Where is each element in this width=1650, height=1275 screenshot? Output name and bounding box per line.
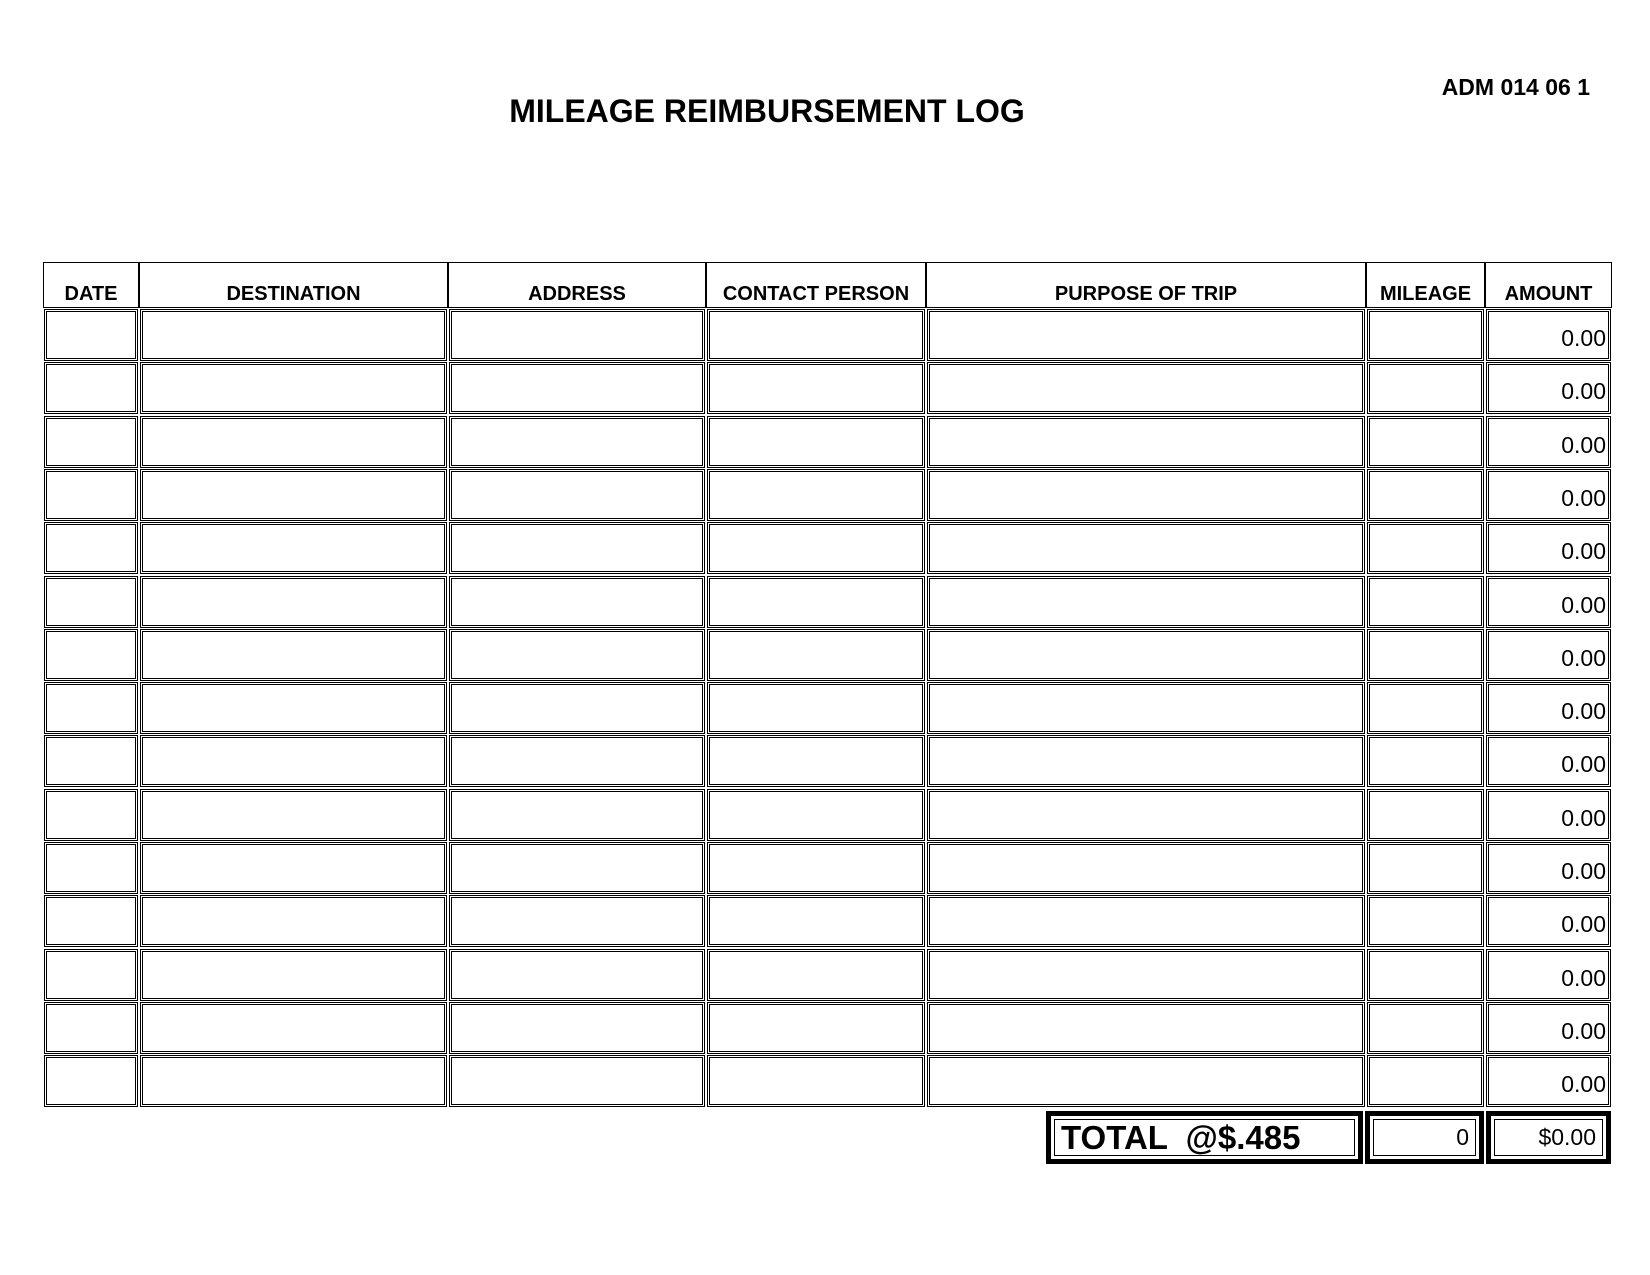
mileage-field[interactable]	[1367, 362, 1484, 414]
mileage-field[interactable]	[1367, 629, 1484, 681]
address-field[interactable]	[449, 629, 705, 681]
column-header-contact-person: CONTACT PERSON	[706, 262, 926, 308]
contact-person-field[interactable]	[707, 416, 925, 468]
contact-person-field[interactable]	[707, 895, 925, 947]
address-field[interactable]	[449, 735, 705, 787]
mileage-field[interactable]	[1367, 949, 1484, 1001]
contact-person-field[interactable]	[707, 362, 925, 414]
column-header-address: ADDRESS	[448, 262, 706, 308]
mileage-field[interactable]	[1367, 842, 1484, 894]
destination-field[interactable]	[140, 789, 447, 841]
address-field[interactable]	[449, 949, 705, 1001]
destination-field[interactable]	[140, 469, 447, 521]
destination-field[interactable]	[140, 309, 447, 361]
purpose-of-trip-field[interactable]	[927, 522, 1365, 574]
purpose-of-trip-field[interactable]	[927, 309, 1365, 361]
destination-field[interactable]	[140, 522, 447, 574]
amount-cell: 0.00	[1486, 416, 1611, 468]
amount-cell: 0.00	[1486, 682, 1611, 734]
amount-cell: 0.00	[1486, 1055, 1611, 1107]
amount-cell: 0.00	[1486, 842, 1611, 894]
mileage-field[interactable]	[1367, 576, 1484, 628]
mileage-field[interactable]	[1367, 522, 1484, 574]
amount-cell: 0.00	[1486, 789, 1611, 841]
destination-field[interactable]	[140, 1055, 447, 1107]
address-field[interactable]	[449, 576, 705, 628]
contact-person-field[interactable]	[707, 949, 925, 1001]
mileage-field[interactable]	[1367, 1002, 1484, 1054]
purpose-of-trip-field[interactable]	[927, 682, 1365, 734]
amount-cell: 0.00	[1486, 949, 1611, 1001]
date-field[interactable]	[44, 895, 138, 947]
purpose-of-trip-field[interactable]	[927, 416, 1365, 468]
purpose-of-trip-field[interactable]	[927, 842, 1365, 894]
address-field[interactable]	[449, 309, 705, 361]
purpose-of-trip-field[interactable]	[927, 895, 1365, 947]
address-field[interactable]	[449, 895, 705, 947]
mileage-field[interactable]	[1367, 789, 1484, 841]
address-field[interactable]	[449, 1055, 705, 1107]
amount-cell: 0.00	[1486, 576, 1611, 628]
date-field[interactable]	[44, 1002, 138, 1054]
date-field[interactable]	[44, 362, 138, 414]
column-header-mileage: MILEAGE	[1366, 262, 1485, 308]
amount-cell: 0.00	[1486, 469, 1611, 521]
mileage-field[interactable]	[1367, 895, 1484, 947]
contact-person-field[interactable]	[707, 1055, 925, 1107]
amount-cell: 0.00	[1486, 735, 1611, 787]
date-field[interactable]	[44, 682, 138, 734]
date-field[interactable]	[44, 309, 138, 361]
date-field[interactable]	[44, 416, 138, 468]
purpose-of-trip-field[interactable]	[927, 735, 1365, 787]
form-code: ADM 014 06 1	[1441, 74, 1590, 100]
purpose-of-trip-field[interactable]	[927, 949, 1365, 1001]
total-label: TOTAL @$.485	[1046, 1111, 1363, 1164]
address-field[interactable]	[449, 789, 705, 841]
contact-person-field[interactable]	[707, 1002, 925, 1054]
purpose-of-trip-field[interactable]	[927, 789, 1365, 841]
contact-person-field[interactable]	[707, 682, 925, 734]
amount-cell: 0.00	[1486, 309, 1611, 361]
address-field[interactable]	[449, 522, 705, 574]
date-field[interactable]	[44, 735, 138, 787]
date-field[interactable]	[44, 1055, 138, 1107]
column-header-purpose-of-trip: PURPOSE OF TRIP	[926, 262, 1366, 308]
destination-field[interactable]	[140, 576, 447, 628]
address-field[interactable]	[449, 362, 705, 414]
destination-field[interactable]	[140, 682, 447, 734]
address-field[interactable]	[449, 416, 705, 468]
purpose-of-trip-field[interactable]	[927, 1055, 1365, 1107]
contact-person-field[interactable]	[707, 735, 925, 787]
date-field[interactable]	[44, 469, 138, 521]
destination-field[interactable]	[140, 842, 447, 894]
address-field[interactable]	[449, 842, 705, 894]
purpose-of-trip-field[interactable]	[927, 629, 1365, 681]
contact-person-field[interactable]	[707, 629, 925, 681]
address-field[interactable]	[449, 469, 705, 521]
contact-person-field[interactable]	[707, 842, 925, 894]
contact-person-field[interactable]	[707, 576, 925, 628]
contact-person-field[interactable]	[707, 522, 925, 574]
amount-cell: 0.00	[1486, 522, 1611, 574]
column-header-date: DATE	[43, 262, 139, 308]
mileage-field[interactable]	[1367, 682, 1484, 734]
total-amount: $0.00	[1486, 1111, 1611, 1164]
mileage-field[interactable]	[1367, 735, 1484, 787]
date-field[interactable]	[44, 949, 138, 1001]
mileage-field[interactable]	[1367, 309, 1484, 361]
date-field[interactable]	[44, 842, 138, 894]
purpose-of-trip-field[interactable]	[927, 362, 1365, 414]
amount-cell: 0.00	[1486, 895, 1611, 947]
date-field[interactable]	[44, 576, 138, 628]
contact-person-field[interactable]	[707, 789, 925, 841]
destination-field[interactable]	[140, 629, 447, 681]
column-header-destination: DESTINATION	[139, 262, 448, 308]
destination-field[interactable]	[140, 949, 447, 1001]
destination-field[interactable]	[140, 362, 447, 414]
mileage-field[interactable]	[1367, 1055, 1484, 1107]
address-field[interactable]	[449, 682, 705, 734]
contact-person-field[interactable]	[707, 469, 925, 521]
column-header-amount: AMOUNT	[1485, 262, 1612, 308]
total-mileage: 0	[1365, 1111, 1484, 1164]
date-field[interactable]	[44, 522, 138, 574]
mileage-field[interactable]	[1367, 469, 1484, 521]
amount-cell: 0.00	[1486, 629, 1611, 681]
destination-field[interactable]	[140, 735, 447, 787]
purpose-of-trip-field[interactable]	[927, 576, 1365, 628]
page-title: MILEAGE REIMBURSEMENT LOG	[509, 93, 1025, 129]
destination-field[interactable]	[140, 1002, 447, 1054]
amount-cell: 0.00	[1486, 1002, 1611, 1054]
destination-field[interactable]	[140, 416, 447, 468]
date-field[interactable]	[44, 789, 138, 841]
date-field[interactable]	[44, 629, 138, 681]
purpose-of-trip-field[interactable]	[927, 1002, 1365, 1054]
address-field[interactable]	[449, 1002, 705, 1054]
amount-cell: 0.00	[1486, 362, 1611, 414]
purpose-of-trip-field[interactable]	[927, 469, 1365, 521]
destination-field[interactable]	[140, 895, 447, 947]
contact-person-field[interactable]	[707, 309, 925, 361]
mileage-field[interactable]	[1367, 416, 1484, 468]
